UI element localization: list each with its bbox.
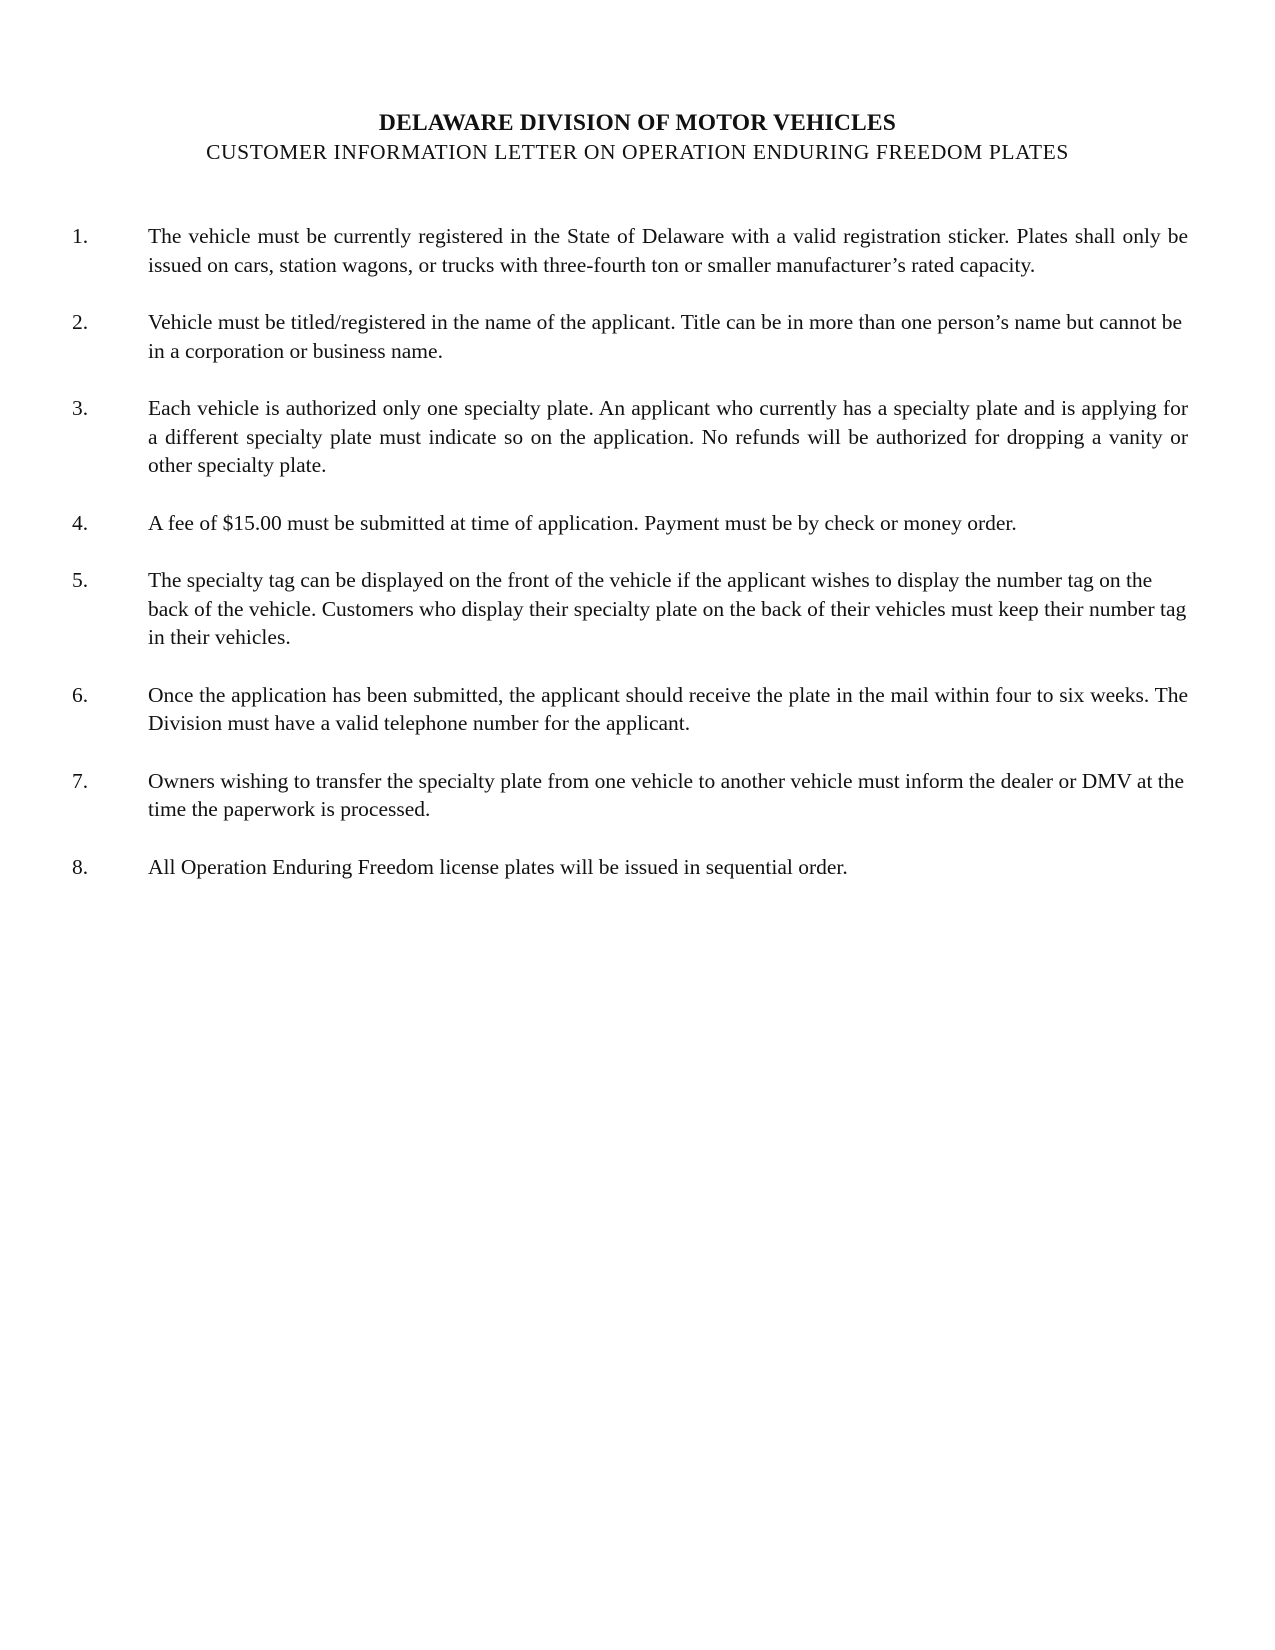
list-item xyxy=(0,509,1275,538)
list-item-text: All Operation Enduring Freedom license plates will be issued in sequential order. xyxy=(148,854,848,879)
numbered-list xyxy=(0,222,1275,910)
list-item xyxy=(0,767,1275,824)
list-item xyxy=(0,853,1275,882)
list-item-text: Owners wishing to transfer the specialty plate from one vehicle to another vehicle must inform the dealer or DMV at the time the paperwork is processed. xyxy=(148,768,1185,821)
list-item-number: 4. xyxy=(72,510,89,535)
list-item xyxy=(0,566,1275,652)
document-title: DELAWARE DIVISION OF MOTOR VEHICLES xyxy=(378,110,897,136)
list-item xyxy=(0,394,1275,480)
list-item-text: Each vehicle is authorized only one specialty plate. An applicant who currently has a specialty plate and is applying for a different specialty plate must indicate so on the application. No refunds will be authorized for dropping a vanity or other specialty plate. xyxy=(148,396,1188,477)
list-item-number: 6. xyxy=(72,682,89,707)
list-item-number: 7. xyxy=(72,768,89,793)
list-item-text: The vehicle must be currently registered in the State of Delaware with a valid registration sticker. Plates shall only be issued on cars, station wagons, or trucks with three-fourth ton or smaller manufacturer’s rated capacity. xyxy=(148,224,1188,277)
list-item-text: The specialty tag can be displayed on the front of the vehicle if the applicant wishes to display the number tag on the back of the vehicle. Customers who display their specialty plate on the back of their vehicles must keep their number tag in their vehicles. xyxy=(148,568,1187,649)
document-header xyxy=(0,108,1275,166)
list-item-text: Vehicle must be titled/registered in the name of the applicant. Title can be in more than one person’s name but cannot be in a corporation or business name. xyxy=(148,310,1183,363)
list-item-number: 1. xyxy=(72,224,89,248)
list-item-text: Once the application has been submitted, the applicant should receive the plate in the mail within four to six weeks. The Division must have a valid telephone number for the applicant. xyxy=(148,682,1188,735)
list-item-number: 5. xyxy=(72,568,89,592)
list-item-number: 3. xyxy=(72,396,89,420)
list-item xyxy=(0,308,1275,365)
list-item xyxy=(0,681,1275,738)
list-item-text: A fee of $15.00 must be submitted at time of application. Payment must be by check or money order. xyxy=(148,510,1017,535)
list-item-number: 2. xyxy=(72,310,89,334)
document-subtitle: CUSTOMER INFORMATION LETTER ON OPERATION ENDURING FREEDOM PLATES xyxy=(206,140,1069,164)
list-item xyxy=(0,222,1275,279)
list-item-number: 8. xyxy=(72,854,89,879)
